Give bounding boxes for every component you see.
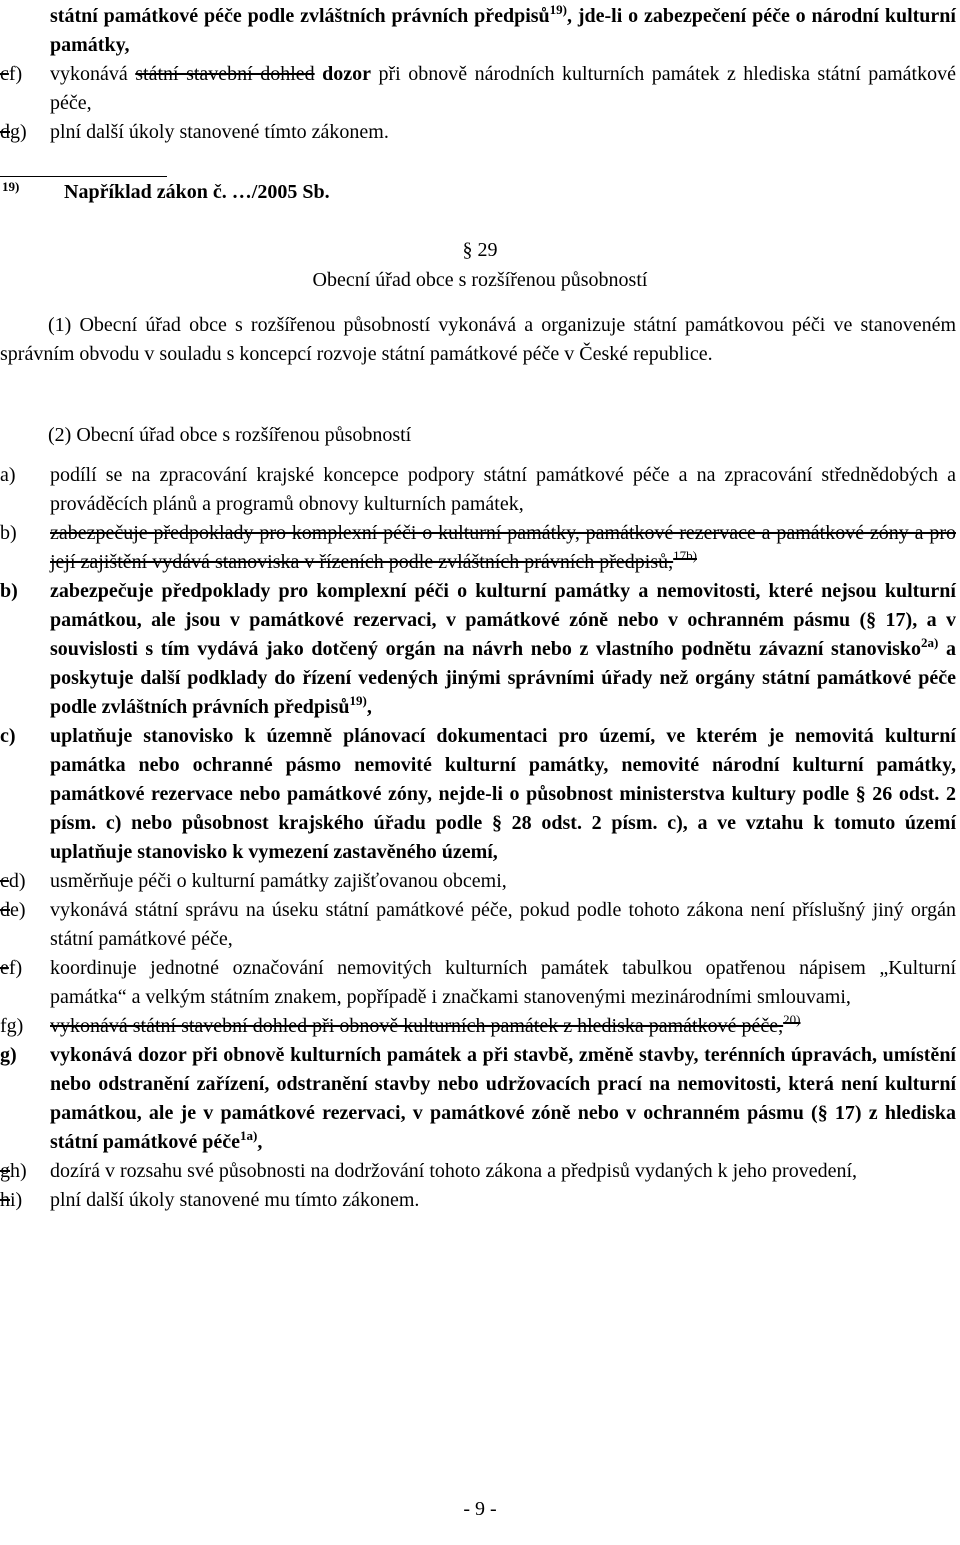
continuation-paragraph bbox=[0, 2, 960, 60]
item-text: podílí se na zpracování krajské koncepce podpory státní památkové péče a na zpracování střednědobých a prováděcích plánů a programů obnovy kulturních památek, bbox=[50, 464, 956, 515]
list-item-gh bbox=[0, 1157, 960, 1186]
continuation-text: státní památkové péče podle zvláštních právních předpisů bbox=[50, 5, 550, 27]
item-text-cont: a poskytuje další podklady do řízení vedených jinými správními úřady než orgány státní památkové péče podle zvláštních právních předpisů bbox=[50, 638, 956, 718]
item-label: a) bbox=[0, 464, 16, 486]
item-label: b) bbox=[0, 580, 18, 602]
section-title: Obecní úřad obce s rozšířenou působností bbox=[312, 269, 648, 291]
item-text: uplatňuje stanovisko k územně plánovací dokumentaci pro území, ve kterém je nemovitá kulturní památka nebo ochranné pásmo nemovité kulturní památky, nemovité národní kulturní památky, památkové rezervace nebo památkové zóny, nejde-li o působnost ministerstva kultury podle § 26 odst. 2 písm. c) nebo působnost krajského úřadu podle § 28 odst. 2 písm. c), a ve vztahu k tomuto území uplatňuje stanovisko k vymezení zastavěného území, bbox=[50, 725, 956, 863]
item-text-end: , bbox=[257, 1131, 263, 1153]
item-text-inserted: dozor bbox=[322, 63, 372, 85]
paragraph-2-items bbox=[0, 461, 960, 1215]
list-item-ef bbox=[0, 954, 960, 1012]
section-number: § 29 bbox=[462, 239, 498, 261]
item-label: cd) bbox=[0, 870, 26, 892]
footnote-text: Například zákon č. …/2005 Sb. bbox=[64, 181, 330, 203]
continuation-text-rest: , jde-li o zabezpečení péče o národní kulturní památky, bbox=[50, 5, 956, 56]
item-text: plní další úkoly stanovené tímto zákonem. bbox=[50, 121, 389, 143]
item-label: ef) bbox=[0, 957, 23, 979]
list-item-g bbox=[0, 1041, 960, 1157]
top-section bbox=[0, 2, 960, 147]
item-text: plní další úkoly stanovené mu tímto zákonem. bbox=[50, 1189, 420, 1211]
item-text: vykonává státní správu na úseku státní památkové péče, pokud podle tohoto zákona není příslušný jiný orgán státní památkové péče, bbox=[50, 899, 956, 950]
paragraph-2-intro: (2) Obecní úřad obce s rozšířenou působností bbox=[48, 424, 412, 446]
paragraph-1 bbox=[0, 311, 960, 369]
list-item-cf bbox=[0, 60, 960, 118]
item-label: fg) bbox=[0, 1015, 24, 1037]
item-text: vykonává dozor při obnově kulturních památek a při stavbě, změně stavby, terénních úpravách, umístění nebo odstranění zařízení, odstranění stavby nebo udržovacích prací na nemovitosti, která není kulturní památkou, ale je v památkové rezervaci, v památkové zóně nebo v ochranném pásmu (§ 17) z hlediska státní památkové péče bbox=[50, 1044, 956, 1153]
item-label: c) bbox=[0, 725, 16, 747]
item-text-rest: při obnově národních kulturních památek z hlediska státní památkové péče, bbox=[50, 63, 956, 114]
item-label: hi) bbox=[0, 1189, 23, 1211]
item-label: gh) bbox=[0, 1160, 27, 1182]
list-item-b-new bbox=[0, 577, 960, 722]
item-label: dg) bbox=[0, 121, 27, 143]
item-text: koordinuje jednotné označování nemovitých kulturních památek tabulkou opatřenou nápisem „Kulturní památka“ a velkým státním znakem, popřípadě i značkami stanovenými mezinárodními smlouvami, bbox=[50, 957, 956, 1008]
paragraph-1-text: (1) Obecní úřad obce s rozšířenou působností vykonává a organizuje státní památkovou péči ve stanoveném správním obvodu v souladu s koncepcí rozvoje státní památkové péče v České republice. bbox=[0, 314, 956, 365]
list-item-cd bbox=[0, 867, 960, 896]
item-label: g) bbox=[0, 1044, 17, 1066]
footnote-separator bbox=[0, 176, 167, 177]
item-text-end: , bbox=[366, 696, 372, 718]
footnote-ref: 19) bbox=[349, 693, 367, 708]
item-text: vykonává bbox=[50, 63, 136, 85]
footnote-mark: 19) bbox=[2, 179, 20, 194]
item-text-struck: zabezpečuje předpoklady pro komplexní péči o kulturní památky, památkové rezervace a památkové zóny a pro její zajištění vydává stanoviska v řízeních podle zvláštních právních předpisů, bbox=[50, 522, 956, 573]
item-label: cf) bbox=[0, 63, 23, 85]
list-item-de bbox=[0, 896, 960, 954]
footnote-ref: 2a) bbox=[921, 635, 939, 650]
list-item-c bbox=[0, 722, 960, 867]
footnote-ref: 17b) bbox=[673, 548, 697, 563]
list-item-b-deleted bbox=[0, 519, 960, 577]
footnote-ref: 19) bbox=[549, 2, 567, 17]
footnote-ref: 20) bbox=[783, 1012, 801, 1027]
item-text: usměrňuje péči o kulturní památky zajišťovanou obcemi, bbox=[50, 870, 507, 892]
item-text-struck: vykonává státní stavební dohled při obnově kulturních památek z hlediska památkové péče, bbox=[50, 1015, 784, 1037]
list-item-fg-deleted bbox=[0, 1012, 960, 1041]
item-label: de) bbox=[0, 899, 26, 921]
list-item-dg bbox=[0, 118, 960, 147]
page-number: - 9 - bbox=[463, 1498, 497, 1520]
item-label: b) bbox=[0, 522, 17, 544]
item-text: zabezpečuje předpoklady pro komplexní péči o kulturní památky a nemovitosti, které nejsou kulturní památkou, ale jsou v památkové rezervaci, v památkové zóně nebo v ochranném pásmu (§ 17), a v souvislosti s tím vydává jako dotčený orgán na návrh nebo z vlastního podnětu závazní stanovisko bbox=[50, 580, 956, 660]
item-text: dozírá v rozsahu své působnosti na dodržování tohoto zákona a předpisů vydaných k jeho provedení, bbox=[50, 1160, 858, 1182]
list-item-a bbox=[0, 461, 960, 519]
list-item-hi bbox=[0, 1186, 960, 1215]
footnote-ref: 1a) bbox=[239, 1128, 258, 1143]
item-text-struck: státní stavební dohled bbox=[135, 63, 315, 85]
